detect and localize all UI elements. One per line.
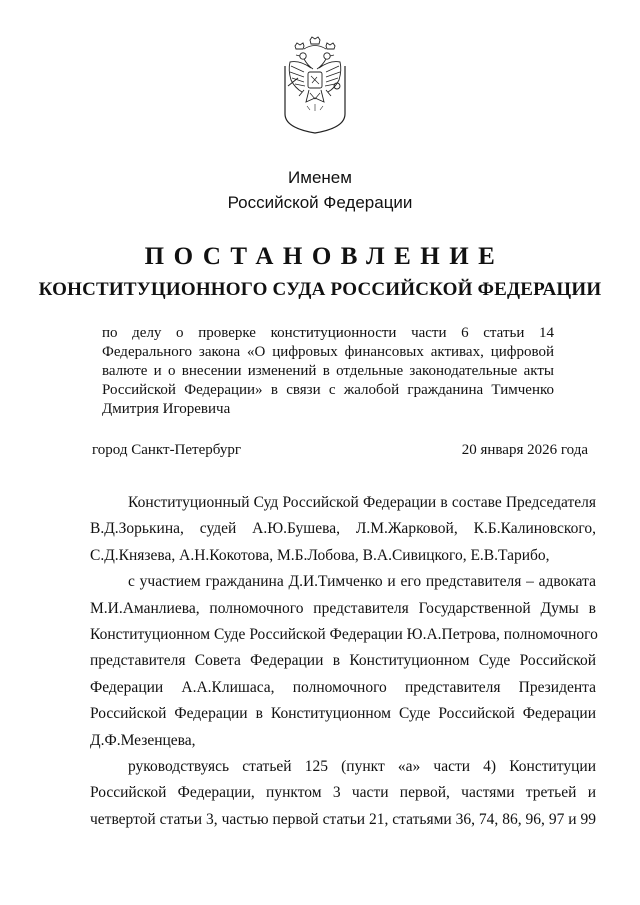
place-date-row — [92, 442, 588, 459]
body-line: руководствуясь статьей 125 (пункт «а» части 4) Конституции — [128, 757, 596, 775]
body-line: В.Д.Зорькина, судей А.Ю.Бушева, Л.М.Жарковой, К.Б.Калиновского, — [90, 520, 596, 538]
case-summary-line: валюте и о внесении изменений в отдельные законодательные акты — [102, 363, 554, 379]
body-line: Федерации А.А.Клишаса, полномочного представителя Президента — [90, 678, 596, 696]
body-line: Д.Ф.Мезенцева, — [90, 731, 196, 749]
document-body — [90, 490, 596, 833]
body-line: Российской Федерации, пунктом 3 части первой, частями третьей и — [90, 784, 596, 802]
intro-line-1: Именем — [288, 168, 352, 187]
case-summary-line: Федерального закона «О цифровых финансовых активах, цифровой — [102, 344, 554, 360]
body-line: четвертой статьи 3, частью первой статьи 21, статьями 36, 74, 86, 96, 97 и 99 — [90, 810, 596, 828]
document-title: ПОСТАНОВЛЕНИЕ — [144, 243, 505, 270]
body-line: Российской Федерации в Конституционном Суде Российской Федерации — [90, 705, 596, 723]
date: 20 января 2026 года — [461, 442, 588, 458]
case-summary-line: Дмитрия Игоревича — [102, 401, 231, 417]
body-line: Конституционном Суде Российской Федерации Ю.А.Петрова, полномочного — [90, 625, 598, 643]
body-line: М.И.Аманлиева, полномочного представителя Государственной Думы в — [90, 599, 596, 617]
intro-line-2: Российской Федерации — [227, 193, 413, 212]
city: город Санкт-Петербург — [92, 442, 241, 458]
body-line: Конституционный Суд Российской Федерации в составе Председателя — [128, 494, 596, 511]
body-line: С.Д.Князева, А.Н.Кокотова, М.Б.Лобова, В.А.Сивицкого, Е.В.Тарибо, — [90, 546, 550, 564]
coat-of-arms-icon — [282, 36, 348, 134]
document-subtitle: КОНСТИТУЦИОННОГО СУДА РОССИЙСКОЙ ФЕДЕРАЦИИ — [38, 279, 602, 300]
body-line: представителя Совета Федерации в Конституционном Суде Российской — [90, 652, 596, 670]
body-line: с участием гражданина Д.И.Тимченко и его представителя – адвоката — [128, 573, 596, 591]
case-summary-line: Российской Федерации» в связи с жалобой гражданина Тимченко — [102, 382, 554, 398]
case-summary-line: по делу о проверке конституционности части 6 статьи 14 — [102, 325, 554, 341]
case-summary — [102, 324, 554, 419]
